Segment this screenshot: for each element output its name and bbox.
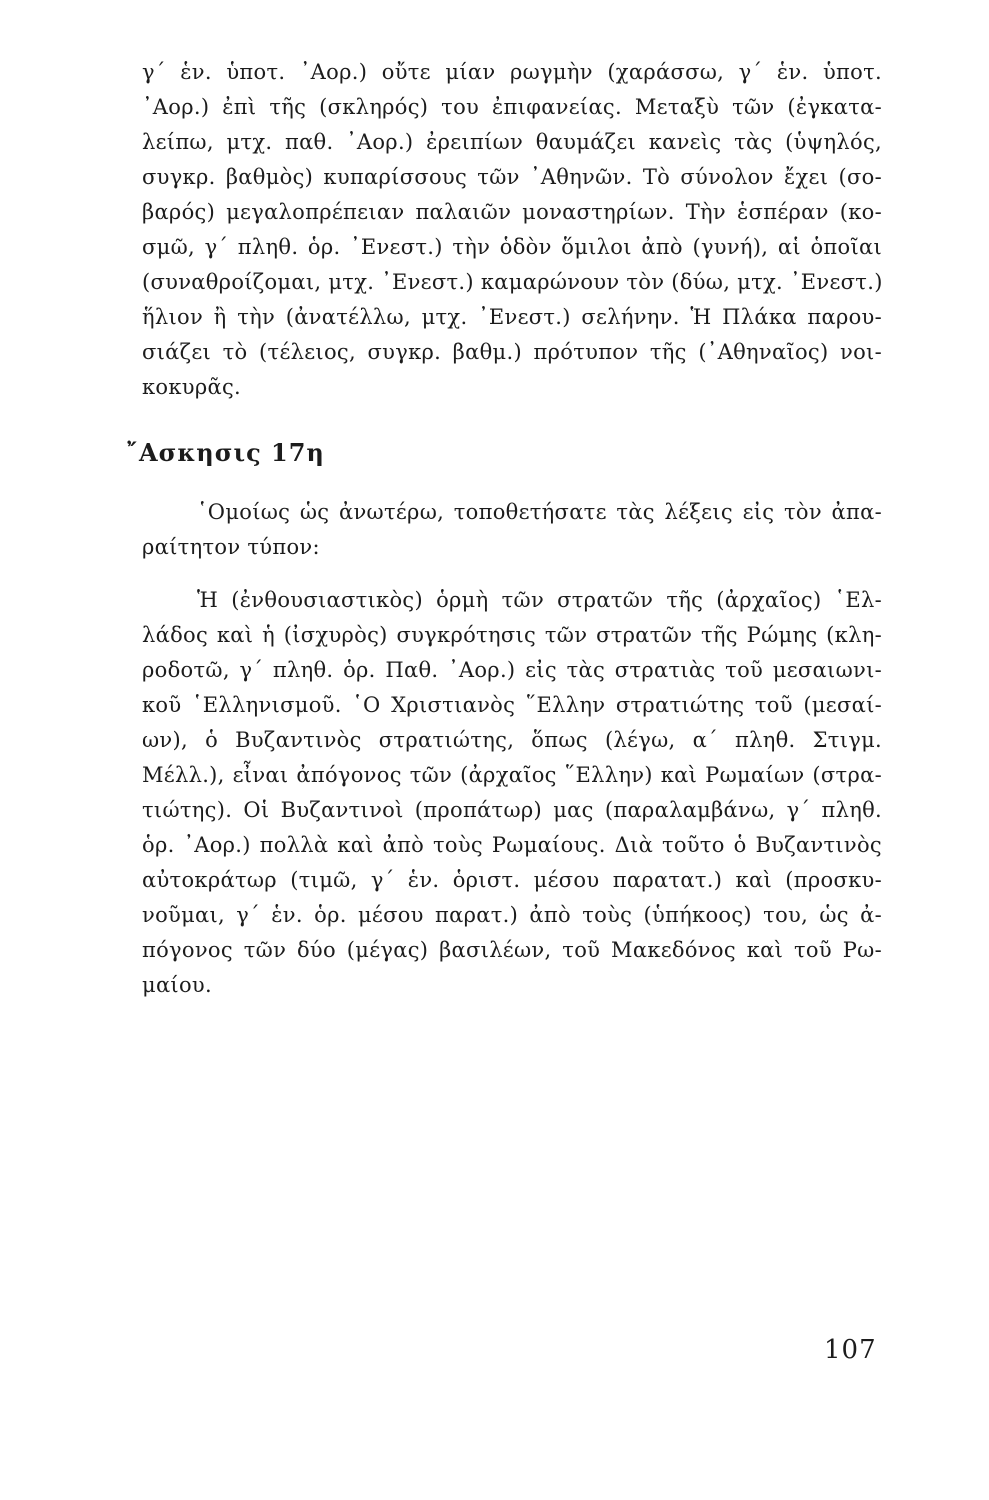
page-number: 107: [824, 1335, 877, 1365]
text-line: (συναθροίζομαι, μτχ. ᾿Ενεστ.) καμαρώνουν τὸν (δύω, μτχ. ᾿Ενεστ.): [142, 270, 883, 294]
text-line: λείπω, μτχ. παθ. ᾿Αορ.) ἐρειπίων θαυμάζει κανεὶς τὰς (ὑψηλός,: [142, 130, 882, 154]
text-line: ὁρ. ᾿Αορ.) πολλὰ καὶ ἀπὸ τοὺς Ρωμαίους. Διὰ τοῦτο ὁ Βυζαντινὸς: [142, 833, 882, 857]
text-line: μαίου.: [142, 973, 212, 997]
text-line: ᾿Αορ.) ἐπὶ τῆς (σκληρός) του ἐπιφανείας. Μεταξὺ τῶν (ἐγκατα-: [142, 95, 882, 119]
text-line: ραίτητον τύπον:: [142, 535, 320, 559]
text-line: Μέλλ.), εἶναι ἀπόγονος τῶν (ἀρχαῖος ῞Ελλην) καὶ Ρωμαίων (στρα-: [142, 763, 882, 787]
text-line: λάδος καὶ ἡ (ἰσχυρὸς) συγκρότησις τῶν στρατῶν τῆς Ρώμης (κλη-: [142, 623, 882, 647]
text-line: Ἡ (ἐνθουσιαστικὸς) ὁρμὴ τῶν στρατῶν τῆς (ἀρχαῖος) ῾Ελ-: [197, 588, 882, 612]
text-line: τιώτης). Οἱ Βυζαντινοὶ (προπάτωρ) μας (παραλαμβάνω, γ΄ πληθ.: [142, 798, 882, 822]
text-line: νοῦμαι, γ΄ ἑν. ὁρ. μέσου παρατ.) ἀπὸ τοὺς (ὑπήκοος) του, ὡς ἀ-: [142, 903, 882, 927]
exercise-heading: ῎Ασκησις 17η: [126, 438, 325, 467]
text-line: βαρός) μεγαλοπρέπειαν παλαιῶν μοναστηρίων. Τὴν ἑσπέραν (κο-: [142, 200, 882, 224]
text-line: σμῶ, γ΄ πληθ. ὁρ. ᾿Ενεστ.) τὴν ὁδὸν ὅμιλοι ἀπὸ (γυνή), αἱ ὁποῖαι: [142, 235, 882, 259]
exercise-paragraph: [142, 583, 882, 1003]
text-line: αὐτοκράτωρ (τιμῶ, γ΄ ἑν. ὁριστ. μέσου παρατατ.) καὶ (προσκυ-: [142, 868, 882, 892]
exercise-instruction: [142, 495, 882, 565]
text-line: πόγονος τῶν δύο (μέγας) βασιλέων, τοῦ Μακεδόνος καὶ τοῦ Ρω-: [142, 938, 882, 962]
text-line: ροδοτῶ, γ΄ πληθ. ὁρ. Παθ. ᾿Αορ.) εἰς τὰς στρατιὰς τοῦ μεσαιωνι-: [142, 658, 882, 682]
text-line: ἥλιον ἢ τὴν (ἀνατέλλω, μτχ. ᾿Ενεστ.) σελήνην. Ἡ Πλάκα παρου-: [142, 305, 882, 329]
text-line: ῾Ομοίως ὡς ἀνωτέρω, τοποθετήσατε τὰς λέξεις εἰς τὸν ἀπα-: [197, 500, 882, 524]
text-line: σιάζει τὸ (τέλειος, συγκρ. βαθμ.) πρότυπον τῆς (᾿Αθηναῖος) νοι-: [142, 340, 882, 364]
text-line: συγκρ. βαθμὸς) κυπαρίσσους τῶν ᾿Αθηνῶν. Τὸ σύνολον ἔχει (σο-: [142, 165, 882, 189]
text-line: κοκυρᾶς.: [142, 375, 242, 399]
text-line: ων), ὁ Βυζαντινὸς στρατιώτης, ὅπως (λέγω, α΄ πληθ. Στιγμ.: [142, 728, 882, 752]
text-line: γ΄ ἑν. ὑποτ. ᾿Αορ.) οὔτε μίαν ρωγμὴν (χαράσσω, γ΄ ἑν. ὑποτ.: [142, 60, 882, 84]
paragraph-continued: [142, 55, 882, 405]
text-line: κοῦ ῾Ελληνισμοῦ. ῾Ο Χριστιανὸς ῞Ελλην στρατιώτης τοῦ (μεσαί-: [142, 693, 882, 717]
